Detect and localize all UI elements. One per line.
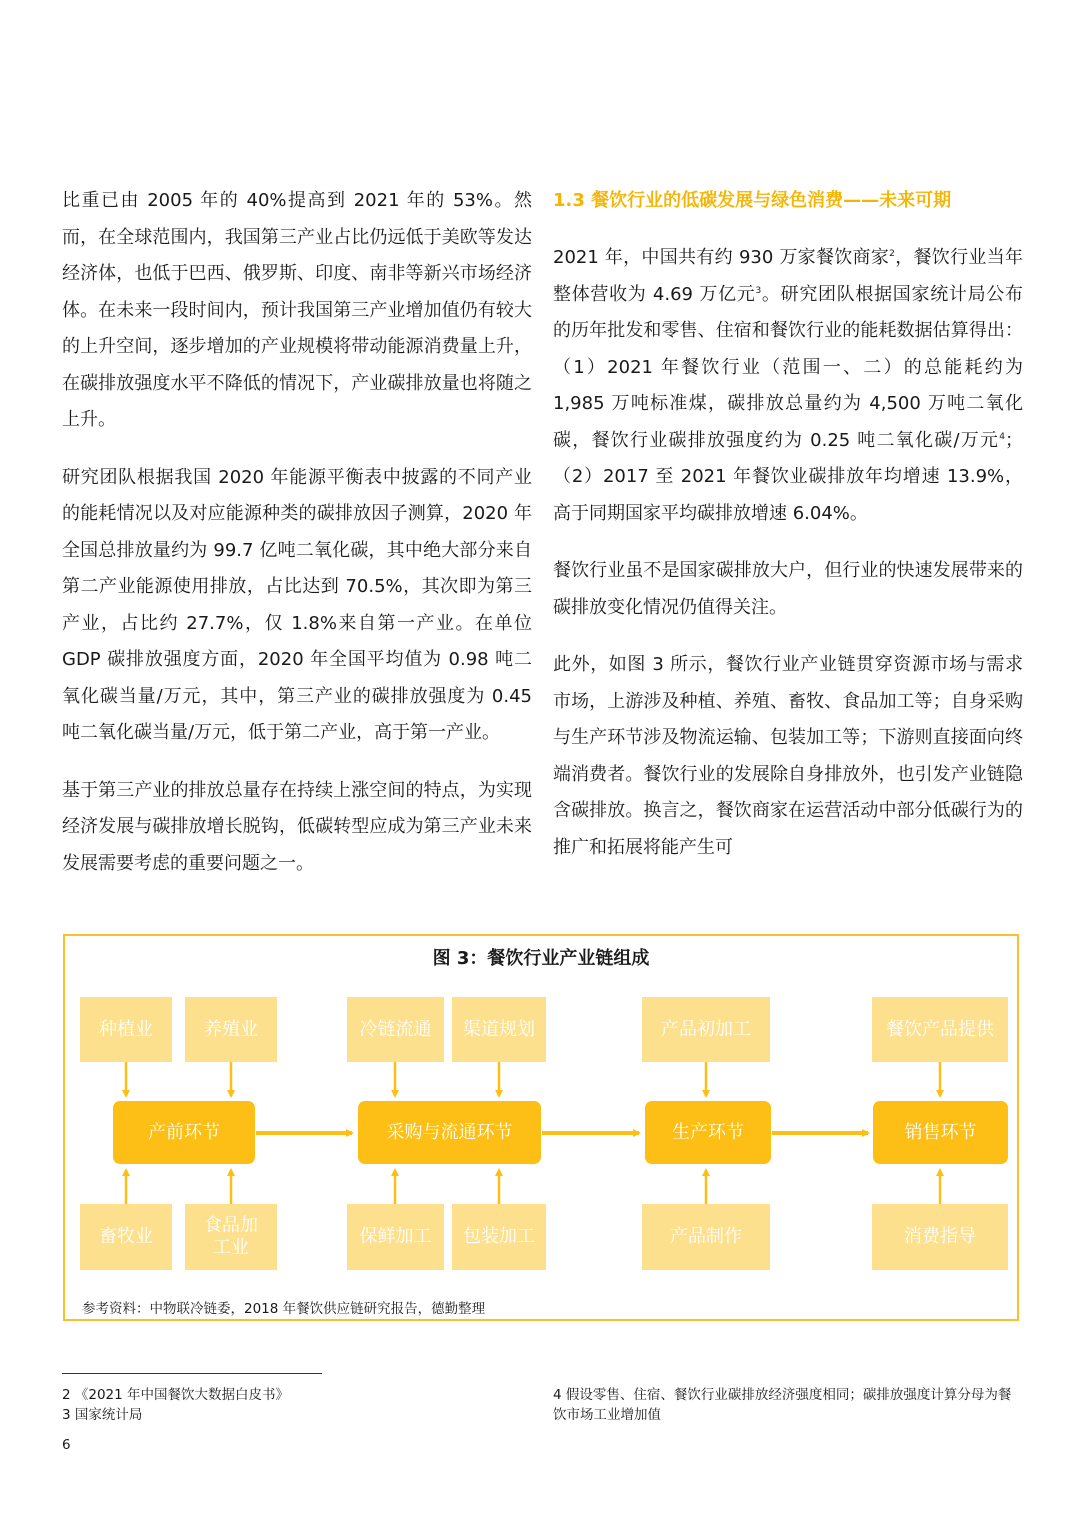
box-livestock: 畜牧业 [80, 1204, 172, 1270]
stage-sales: 销售环节 [873, 1101, 1008, 1164]
right-paragraph-2: 餐饮行业虽不是国家碳排放大户，但行业的快速发展带来的碳排放变化情况仍值得关注。 [553, 560, 1023, 618]
stage-pre-production: 产前环节 [113, 1101, 255, 1164]
figure-title: 图 3：餐饮行业产业链组成 [432, 948, 650, 969]
box-food-processing: 食品加 工业 [185, 1204, 277, 1270]
stage-production: 生产环节 [645, 1101, 771, 1164]
left-paragraph-2: 研究团队根据我国 2020 年能源平衡表中披露的不同产业的能耗情况以及对应能源种类的碳排放因子测算，2020 年全国总排放量约为 99.7 亿吨二氧化碳，其中绝大部分来自第二产业能源使用排放，占比达到 70.5%，其次即为第三产业，占比约 27.7%，仅 1.8%来自第一产业。在单位 GDP 碳排放强度方面，2020 年全国平均值为 0.98 吨二氧化碳当量/万元，其中，第三产业的碳排放强度为 0.45 吨二氧化碳当量/万元，低于第二产业，高于第一产业。 [62, 466, 532, 743]
footnote-ref-3: 3 [755, 285, 762, 296]
right-column [553, 183, 1023, 866]
figure-3 [63, 934, 1019, 1321]
box-planting: 种植业 [80, 997, 172, 1062]
left-column [62, 183, 532, 882]
stage-procurement: 采购与流通环节 [358, 1101, 541, 1164]
left-paragraph-1: 比重已由 2005 年的 40%提高到 2021 年的 53%。然而，在全球范围内，我国第三产业占比仍远低于美欧等发达经济体，也低于巴西、俄罗斯、印度、南非等新兴市场经济体。在未来一段时间内，预计我国第三产业增加值仍有较大的上升空间，逐步增加的产业规模将带动能源消费量上升，在碳排放强度水平不降低的情况下，产业碳排放量也将随之上升。 [62, 190, 532, 430]
figure-source: 参考资料：中物联冷链委，2018 年餐饮供应链研究报告，德勤整理 [82, 1301, 486, 1317]
right-paragraph-1: 2021 年，中国共有约 930 万家餐饮商家$^2$，餐饮行业当年整体营收为 4.69 万亿元$^3$。研究团队根据国家统计局公布的历年批发和零售、住宿和餐饮行业的能耗数据估算得出：（1）2021 年餐饮行业（范围一、二）的总能耗约为 1,985 万吨标准煤，碳排放总量约为 4,500 万吨二氧化碳，餐饮行业碳排放强度约为 0.25 吨二氧化碳/万元$^4$；（2）2017 至 2021 年餐饮业碳排放年均增速 13.9%，高于同期国家平均碳排放增速 6.04%。 [553, 247, 1023, 524]
page-number: 6 [62, 1437, 71, 1453]
box-consumption-guide: 消费指导 [872, 1204, 1008, 1270]
box-product-supply: 餐饮产品提供 [872, 997, 1008, 1062]
box-product-making: 产品制作 [642, 1204, 770, 1270]
footnote-4: 4 假设零售、住宿、餐饮行业碳排放经济强度相同；碳排放强度计算分母为餐饮市场工业增加值 [553, 1387, 1012, 1423]
footnote-divider [62, 1373, 322, 1374]
section-heading: 1.3 餐饮行业的低碳发展与绿色消费——未来可期 [553, 190, 952, 211]
box-cold-chain: 冷链流通 [347, 997, 444, 1062]
footnote-2: 2 《2021 年中国餐饮大数据白皮书》 [62, 1387, 290, 1403]
box-primary-processing: 产品初加工 [642, 997, 770, 1062]
box-preservation: 保鲜加工 [347, 1204, 444, 1270]
footnote-ref-4: 4 [999, 431, 1005, 442]
box-breeding: 养殖业 [185, 997, 277, 1062]
right-paragraph-3: 此外，如图 3 所示，餐饮行业产业链贯穿资源市场与需求市场，上游涉及种植、养殖、畜牧、食品加工等；自身采购与生产环节涉及物流运输、包装加工等；下游则直接面向终端消费者。餐饮行业的发展除自身排放外，也引发产业链隐含碳排放。换言之，餐饮商家在运营活动中部分低碳行为的推广和拓展将能产生可 [553, 654, 1023, 858]
footnote-ref-2: 2 [889, 249, 895, 259]
footnote-3: 3 国家统计局 [62, 1407, 143, 1423]
left-paragraph-3: 基于第三产业的排放总量存在持续上涨空间的特点，为实现经济发展与碳排放增长脱钩，低碳转型应成为第三产业未来发展需要考虑的重要问题之一。 [62, 779, 532, 874]
box-channel-planning: 渠道规划 [452, 997, 546, 1062]
box-packaging: 包装加工 [452, 1204, 546, 1270]
